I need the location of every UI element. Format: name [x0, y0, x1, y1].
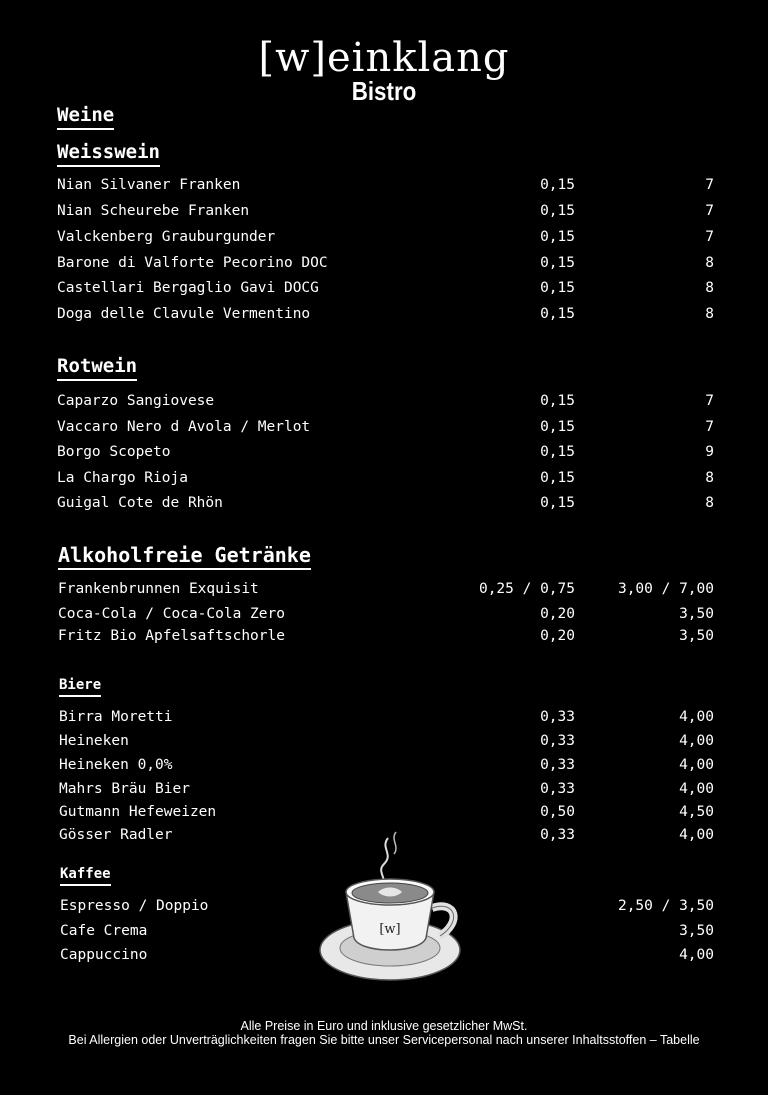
list-item: [57, 174, 717, 196]
list-item: [59, 754, 717, 776]
item-name: Gösser Radler: [59, 827, 173, 843]
item-size: 0,15: [540, 495, 575, 511]
item-price: 4,00: [679, 757, 714, 773]
item-size: 0,50: [540, 804, 575, 820]
item-price: 3,50: [679, 628, 714, 644]
list-item: [57, 441, 717, 463]
item-size: 0,20: [540, 628, 575, 644]
item-name: Barone di Valforte Pecorino DOC: [57, 255, 328, 271]
footer-price-note: Alle Preise in Euro und inklusive gesetzlicher MwSt.: [240, 1019, 528, 1033]
list-item: [57, 492, 717, 514]
section-title-weisswein: Weisswein: [57, 141, 160, 167]
item-size: 0,33: [540, 709, 575, 725]
item-size: 0,15: [540, 255, 575, 271]
section-title-alkoholfrei: Alkoholfreie Getränke: [58, 544, 311, 570]
brand-subtitle: Bistro: [351, 76, 417, 106]
item-name: Valckenberg Grauburgunder: [57, 229, 276, 245]
item-size: 0,33: [540, 733, 575, 749]
item-size: 0,15: [540, 306, 575, 322]
section-title-kaffee: Kaffee: [60, 866, 111, 886]
footer-allergy-note: Bei Allergien oder Unverträglichkeiten fragen Sie bitte unser Servicepersonal nach unserer Inhaltsstoffen – Tabelle: [68, 1033, 700, 1047]
item-size: 0,33: [540, 827, 575, 843]
list-item: [57, 252, 717, 274]
item-price: 3,50: [679, 923, 714, 939]
item-size: 0,25 / 0,75: [478, 581, 575, 597]
item-name: Fritz Bio Apfelsaftschorle: [58, 628, 285, 644]
item-price: 4,00: [679, 733, 714, 749]
item-name: Birra Moretti: [59, 709, 173, 725]
item-name: Caparzo Sangiovese: [57, 393, 215, 409]
list-item: [58, 603, 717, 625]
item-name: Frankenbrunnen Exquisit: [58, 581, 259, 597]
list-item: [58, 625, 717, 647]
item-size: 0,15: [540, 470, 575, 486]
list-item: [58, 578, 717, 600]
section-title-biere: Biere: [59, 677, 101, 697]
item-size: 0,15: [540, 177, 575, 193]
section-title-weine: Weine: [57, 104, 114, 130]
item-size: 0,15: [540, 444, 575, 460]
item-name: Nian Scheurebe Franken: [57, 203, 250, 219]
list-item: [57, 303, 717, 325]
item-price: 8: [705, 470, 714, 486]
item-price: 9: [705, 444, 714, 460]
item-price: 4,00: [679, 709, 714, 725]
item-name: Mahrs Bräu Bier: [59, 781, 190, 797]
item-name: La Chargo Rioja: [57, 470, 188, 486]
item-price: 3,00 / 7,00: [617, 581, 714, 597]
list-item: [57, 277, 717, 299]
brand-name: [w]einklang: [258, 35, 510, 81]
item-price: 4,00: [679, 947, 714, 963]
list-item: [57, 416, 717, 438]
list-item: [59, 706, 717, 728]
item-name: Guigal Cote de Rhön: [57, 495, 223, 511]
item-name: Castellari Bergaglio Gavi DOCG: [57, 280, 319, 296]
item-name: Espresso / Doppio: [60, 898, 209, 914]
item-price: 4,00: [679, 827, 714, 843]
list-item: [59, 730, 717, 752]
item-price: 8: [705, 280, 714, 296]
item-price: 3,50: [679, 606, 714, 622]
item-price: 8: [705, 255, 714, 271]
item-name: Heineken 0,0%: [59, 757, 173, 773]
item-price: 8: [705, 306, 714, 322]
item-price: 7: [705, 229, 714, 245]
item-size: 0,33: [540, 781, 575, 797]
item-size: 0,20: [540, 606, 575, 622]
list-item: [57, 226, 717, 248]
list-item: [57, 390, 717, 412]
item-price: 7: [705, 393, 714, 409]
item-price: 7: [705, 419, 714, 435]
item-name: Gutmann Hefeweizen: [59, 804, 217, 820]
item-size: 0,15: [540, 203, 575, 219]
item-name: Cafe Crema: [60, 923, 148, 939]
coffee-cup-icon: [316, 830, 466, 990]
list-item: [57, 200, 717, 222]
item-price: 7: [705, 203, 714, 219]
item-price: 8: [705, 495, 714, 511]
item-name: Vaccaro Nero d Avola / Merlot: [57, 419, 311, 435]
list-item: [57, 467, 717, 489]
item-size: 0,33: [540, 757, 575, 773]
cup-logo: [w]: [379, 922, 401, 937]
item-name: Coca-Cola / Coca-Cola Zero: [58, 606, 285, 622]
list-item: [59, 801, 717, 823]
item-price: 2,50 / 3,50: [617, 898, 714, 914]
item-size: 0,15: [540, 229, 575, 245]
item-name: Cappuccino: [60, 947, 148, 963]
item-price: 4,50: [679, 804, 714, 820]
item-size: 0,15: [540, 419, 575, 435]
item-name: Nian Silvaner Franken: [57, 177, 241, 193]
item-name: Heineken: [59, 733, 129, 749]
item-price: 7: [705, 177, 714, 193]
item-name: Doga delle Clavule Vermentino: [57, 306, 311, 322]
item-size: 0,15: [540, 393, 575, 409]
list-item: [59, 778, 717, 800]
item-name: Borgo Scopeto: [57, 444, 171, 460]
item-size: 0,15: [540, 280, 575, 296]
item-price: 4,00: [679, 781, 714, 797]
section-title-rotwein: Rotwein: [57, 355, 137, 381]
